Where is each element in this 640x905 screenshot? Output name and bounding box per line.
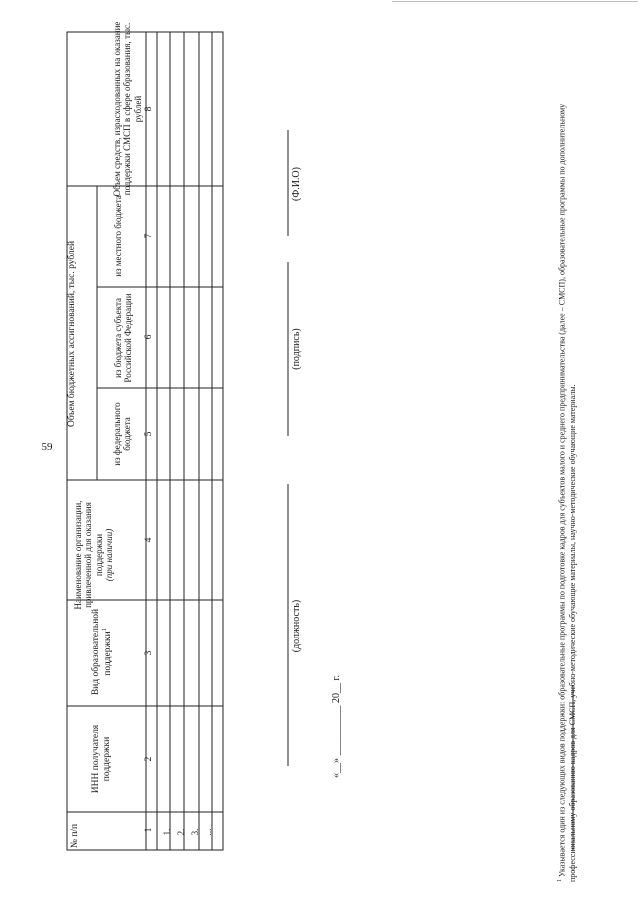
column-number-4: 4 (144, 537, 154, 543)
signature-label: (подпись) (291, 328, 302, 370)
footnote-mark: 1 (557, 879, 563, 882)
header-spent-funds: Объем средств, израсходованных на оказание поддержки СМСП в сфере образования, тыс. рублей (112, 21, 143, 197)
position-label: (должность) (291, 599, 302, 653)
footnote-reference: 1 (101, 628, 108, 632)
table-row: 2. (176, 828, 186, 836)
column-number-2: 2 (144, 756, 154, 762)
header-support-type: Вид образовательной поддержки$^1$ (91, 608, 114, 696)
column-number-1: 1 (144, 827, 154, 833)
footnote (557, 62, 585, 882)
date-field: «__» __________ 20__ г. (331, 675, 342, 778)
name-label: (Ф.И.О) (291, 167, 302, 202)
table-row: 1. (162, 828, 172, 836)
page-number: 59 (41, 441, 53, 453)
column-number-3: 3 (144, 650, 154, 656)
header-regional-budget: из бюджета субъекта Российской Федерации (113, 293, 134, 383)
column-number-5: 5 (144, 431, 154, 437)
header-organization-note: (при наличии) (104, 528, 115, 582)
header-local-budget: из местного бюджета (113, 195, 123, 277)
footnote-text: Указывается один из следующих видов поддержки: образовательные программы по подготовке кадров для субъектов малого и среднего предпринимательства (далее – СМСП), образовательные программы по дополнительному профессиональному образованию кадров для СМСП, учебно-методические обучающие материалы, научно-методические обучающие материалы. (557, 103, 578, 882)
header-row-number: № п/п (70, 823, 80, 849)
column-number-7: 7 (144, 233, 154, 239)
column-number-8: 8 (144, 106, 154, 112)
table-row: 3. (190, 828, 200, 836)
header-federal-budget: из федерального бюджета (112, 402, 133, 466)
header-budget-group: Объем бюджетных ассигнований, тыс. рублей (67, 240, 77, 428)
column-number-6: 6 (144, 334, 154, 340)
table-row: ... (203, 828, 213, 836)
header-organization: Наименование организации, привлеченной для оказания поддержки (при наличии) (73, 500, 115, 610)
header-inn: ИНН получателя поддержки (91, 724, 112, 794)
